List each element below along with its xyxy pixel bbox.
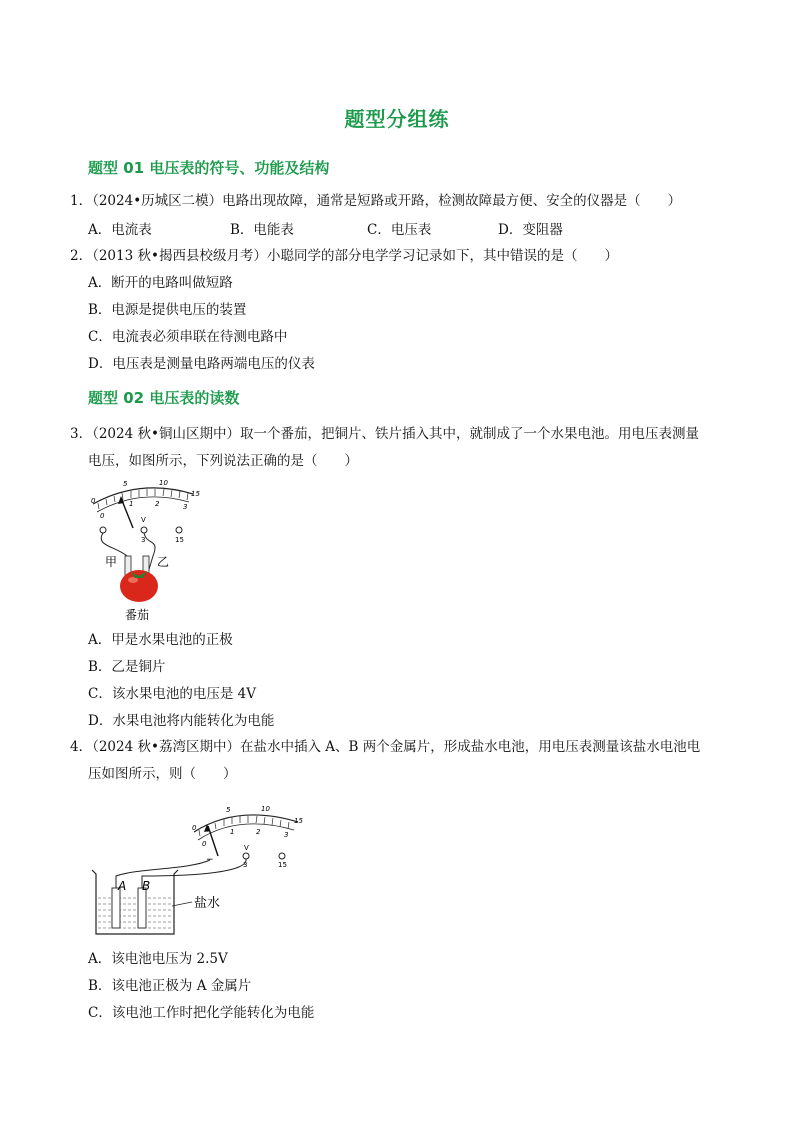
meter-unit-label: V <box>244 844 249 852</box>
terminal-15-label: 15 <box>175 536 184 544</box>
section-heading-01: 题型 01 电压表的符号、功能及结构 <box>88 159 330 177</box>
plate-a <box>112 888 120 928</box>
question-4-text-line2: 压如图所示，则（ ） <box>88 766 237 782</box>
label-a: A <box>118 879 127 893</box>
scale-bottom-2: 2 <box>155 500 160 508</box>
scale-bottom-1: 1 <box>230 828 235 836</box>
meter-scale-arc <box>93 488 193 504</box>
question-3-option-b: B．乙是铜片 <box>88 659 166 675</box>
scale-bottom-1: 1 <box>129 500 134 508</box>
terminal-3 <box>243 853 249 859</box>
terminal-15 <box>279 853 285 859</box>
scale-top-15: 15 <box>294 817 303 825</box>
question-1-text: 1．（2024•历城区二模）电路出现故障，通常是短路或开路，检测故障最方便、安全的仪器是（ ） <box>70 193 682 209</box>
question-2-option-a: A．断开的电路叫做短路 <box>88 275 233 291</box>
needle-arrow <box>118 496 124 504</box>
scale-top-0: 0 <box>91 497 96 505</box>
label-b: B <box>142 879 151 893</box>
scale-top-5: 5 <box>226 806 231 814</box>
question-3-option-c: C．该水果电池的电压是 4V <box>88 686 256 702</box>
terminal-minus-label: − <box>206 855 214 865</box>
scale-top-5: 5 <box>123 480 128 488</box>
liquid-label: 盐水 <box>194 896 221 911</box>
salt-water-battery-figure <box>88 790 308 940</box>
question-1-option-d: D．变阻器 <box>498 222 563 238</box>
page-title: 题型分组练 <box>344 107 450 131</box>
terminal-15 <box>176 527 182 533</box>
plate-b <box>138 888 146 928</box>
question-3-option-d: D．水果电池将内能转化为电能 <box>88 713 275 729</box>
question-2-text: 2．（2013 秋•揭西县校级月考）小聪同学的部分电学学习记录如下，其中错误的是（ ） <box>70 248 618 264</box>
salt-water-lines <box>98 898 172 928</box>
label-jia: 甲 <box>105 555 118 569</box>
scale-top-10: 10 <box>261 805 270 813</box>
terminal-minus <box>100 527 106 533</box>
tomato-battery-figure <box>85 476 215 626</box>
question-3-text-line1: 3．（2024 秋•铜山区期中）取一个番茄，把铜片、铁片插入其中，就制成了一个水果电池。用电压表测量 <box>70 426 699 442</box>
label-yi: 乙 <box>157 555 170 569</box>
scale-top-0: 0 <box>192 824 197 832</box>
question-4-option-a: A．该电池电压为 2.5V <box>88 951 228 967</box>
question-2-option-d: D．电压表是测量电路两端电压的仪表 <box>88 356 315 372</box>
scale-bottom-3: 3 <box>183 503 188 511</box>
terminal-3-label: 3 <box>141 536 146 544</box>
meter-unit-label: V <box>141 516 146 524</box>
scale-top-15: 15 <box>191 490 200 498</box>
terminal-3 <box>141 527 147 533</box>
tomato-shape <box>120 570 158 602</box>
question-3-option-a: A．甲是水果电池的正极 <box>88 632 233 648</box>
section-heading-02: 题型 02 电压表的读数 <box>88 389 240 407</box>
scale-bottom-0: 0 <box>100 512 105 520</box>
liquid-pointer <box>172 902 192 906</box>
scale-bottom-3: 3 <box>284 831 289 839</box>
question-1-option-b: B．电能表 <box>230 222 294 238</box>
question-1-option-a: A．电流表 <box>88 222 152 238</box>
scale-bottom-2: 2 <box>256 828 261 836</box>
question-3-text-line2: 电压，如图所示，下列说法正确的是（ ） <box>88 453 358 469</box>
beaker <box>92 870 178 934</box>
question-4-option-b: B．该电池正极为 A 金属片 <box>88 978 252 994</box>
question-2-option-c: C．电流表必须串联在待测电路中 <box>88 329 288 345</box>
scale-top-10: 10 <box>159 479 168 487</box>
meter-inner-arc <box>97 497 189 512</box>
question-1-options <box>88 220 708 240</box>
question-4-option-c: C．该电池工作时把化学能转化为电能 <box>88 1005 315 1021</box>
question-2-option-b: B．电源是提供电压的装置 <box>88 302 247 318</box>
wire-b <box>142 859 246 888</box>
question-4-text-line1: 4．（2024 秋•荔湾区期中）在盐水中插入 A、B 两个金属片，形成盐水电池，用电压表测量该盐水电池电 <box>70 739 701 755</box>
terminal-15-label: 15 <box>278 861 287 869</box>
terminal-3-label: 3 <box>243 861 248 869</box>
scale-bottom-0: 0 <box>202 840 207 848</box>
question-1-option-c: C．电压表 <box>367 222 432 238</box>
tomato-caption: 番茄 <box>125 608 150 622</box>
